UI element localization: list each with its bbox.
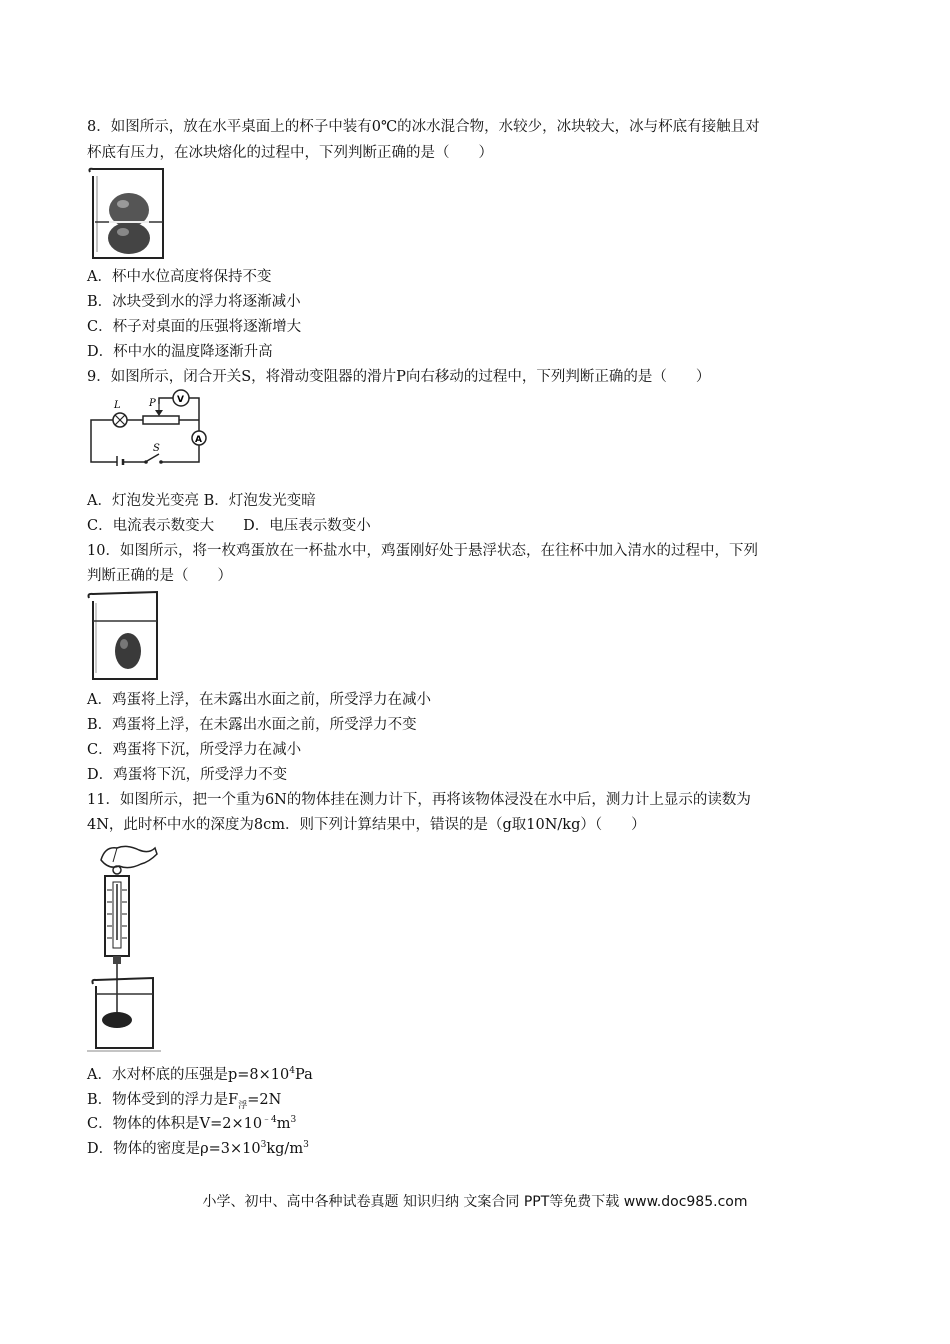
q9-options-line1: A．灯泡发光变亮 B．灯泡发光变暗 [87, 493, 316, 509]
switch-label: S [153, 443, 160, 454]
spring-scale-figure [87, 840, 161, 1054]
q11-option-c-text: C．物体的体积是V=2×10 [87, 1116, 263, 1132]
q10-option-a: A．鸡蛋将上浮，在未露出水面之前，所受浮力在减小 [87, 692, 431, 708]
beaker-ice-figure [87, 166, 169, 262]
q11-option-a [87, 1065, 313, 1085]
q11-option-a-text: A．水对杯底的压强是p=8×10 [87, 1067, 290, 1083]
q8-stem-line1: 8．如图所示，放在水平桌面上的杯子中装有0℃的冰水混合物，水较少，冰块较大，冰与杯底有接触且对 [87, 119, 760, 135]
q10-stem-line2: 判断正确的是（ ） [87, 568, 232, 584]
circuit-figure [87, 388, 211, 466]
q8-option-c: C．杯子对桌面的压强将逐渐增大 [87, 319, 302, 335]
q11-option-c-unit: m [276, 1116, 291, 1132]
q8-option-a: A．杯中水位高度将保持不变 [87, 269, 272, 285]
page-footer: 小学、初中、高中各种试卷真题 知识归纳 文案合同 PPT等免费下载 www.doc985.com [202, 1194, 748, 1210]
q11-option-c [87, 1114, 296, 1134]
q11-option-a-unit: Pa [294, 1067, 313, 1083]
q9-stem-line1: 9．如图所示，闭合开关S，将滑动变阻器的滑片P向右移动的过程中，下列判断正确的是（ ） [87, 369, 711, 385]
q8-stem-line2: 杯底有压力，在冰块熔化的过程中，下列判断正确的是（ ） [87, 145, 493, 161]
q11-option-d [87, 1139, 309, 1159]
ammeter-label: A [195, 435, 202, 445]
beaker-egg-figure [87, 589, 161, 683]
lamp-label: L [114, 400, 121, 411]
q11-option-c-unit-exponent: 3 [290, 1115, 297, 1126]
slider-label: P [149, 398, 156, 409]
q11-option-d-unit-exponent: 3 [303, 1140, 309, 1151]
q8-option-b: B．冰块受到水的浮力将逐渐减小 [87, 294, 301, 310]
q11-option-d-unit: kg/m [266, 1141, 304, 1157]
q11-option-c-exponent: ﹣4 [262, 1115, 277, 1126]
q10-option-d: D．鸡蛋将下沉，所受浮力不变 [87, 767, 288, 783]
q11-option-d-exponent: 3 [260, 1140, 267, 1151]
q10-option-b: B．鸡蛋将上浮，在未露出水面之前，所受浮力不变 [87, 717, 417, 733]
q8-option-d: D．杯中水的温度降逐渐升高 [87, 344, 273, 360]
q9-options-line2: C．电流表示数变大 D．电压表示数变小 [87, 518, 371, 534]
q11-option-b [87, 1090, 281, 1110]
q10-option-c: C．鸡蛋将下沉，所受浮力在减小 [87, 742, 302, 758]
q11-option-b-value: =2N [247, 1092, 282, 1108]
q11-option-d-text: D．物体的密度是ρ=3×10 [87, 1141, 261, 1157]
q11-option-b-text: B．物体受到的浮力是F [87, 1092, 239, 1108]
q11-option-b-subscript: 浮 [238, 1100, 248, 1111]
voltmeter-label: V [177, 395, 184, 405]
q11-stem-line2: 4N，此时杯中水的深度为8cm．则下列计算结果中，错误的是（g取10N/kg）（ ） [87, 817, 646, 833]
q10-stem-line1: 10．如图所示，将一枚鸡蛋放在一杯盐水中，鸡蛋刚好处于悬浮状态，在往杯中加入清水的过程中，下列 [87, 543, 758, 559]
q11-option-a-exponent: 4 [289, 1066, 295, 1077]
q11-stem-line1: 11．如图所示，把一个重为6N的物体挂在测力计下，再将该物体浸没在水中后，测力计上显示的读数为 [87, 792, 751, 808]
